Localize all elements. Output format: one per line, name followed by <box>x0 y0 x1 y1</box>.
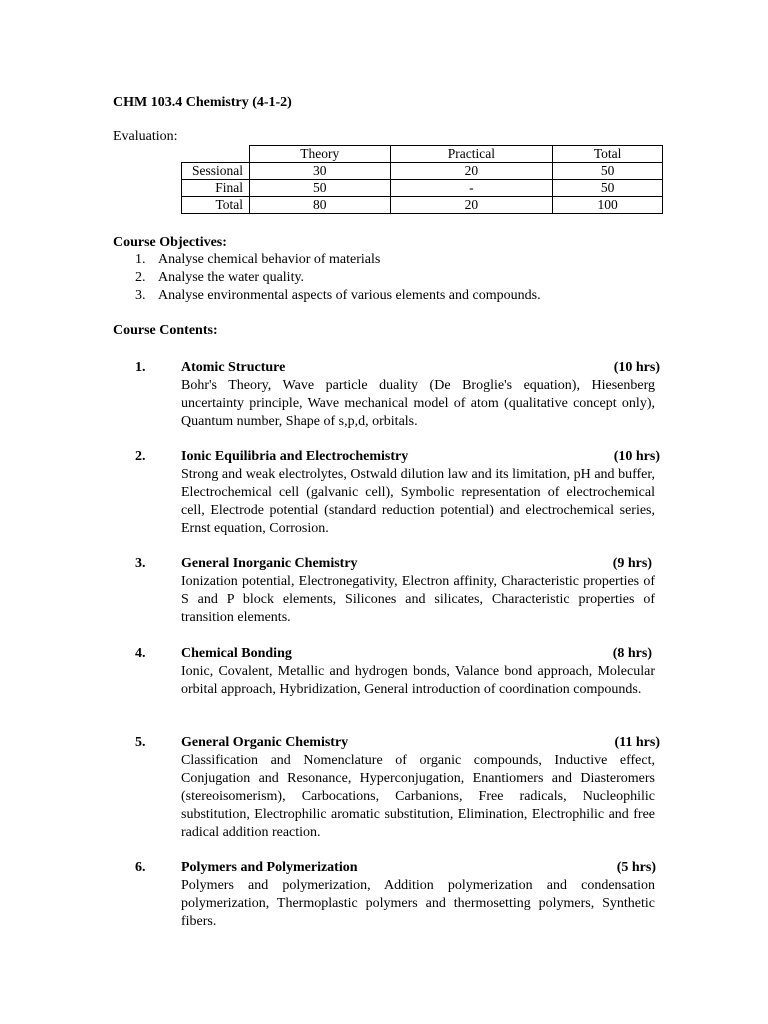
section-body: Ionic, Covalent, Metallic and hydrogen bonds, Valance bond approach, Molecular orbital approach, Hybridization, General introduction of coordination compounds. <box>181 664 655 697</box>
section-number: 6. <box>135 860 146 875</box>
section-body: Polymers and polymerization, Addition polymerization and condensation polymerization, Thermoplastic polymers and thermosetting polymers, Synthetic fibers. <box>181 878 655 929</box>
section-number: 5. <box>135 735 146 750</box>
list-item <box>135 251 541 269</box>
list-text: Analyse chemical behavior of materials <box>158 252 381 267</box>
list-number: 3. <box>135 288 146 303</box>
contents-heading: Course Contents: <box>113 323 218 338</box>
row-label: Total <box>182 197 250 214</box>
table-cell: 50 <box>553 180 663 197</box>
section-hours: (9 hrs) <box>612 556 652 571</box>
section-body: Bohr's Theory, Wave particle duality (De Broglie's equation), Hiesenberg uncertainty principle, Wave mechanical model of atom (qualitative concept only), Quantum number, Shape of s,p,d, orbitals. <box>181 378 655 429</box>
section-title: General Organic Chemistry <box>181 735 349 750</box>
table-cell: - <box>390 180 553 197</box>
section-number: 1. <box>135 360 146 375</box>
section-body: Classification and Nomenclature of organic compounds, Inductive effect, Conjugation and Resonance, Hyperconjugation, Enantiomers and Diasteromers (stereoisomerism), Carbocations, Carbanions, Free radicals, Nucleophilic substitution, Electrophilic aromatic substitution, Elimination, Electrophilic and free radical addition reaction. <box>181 753 655 840</box>
list-text: Analyse the water quality. <box>158 270 305 285</box>
objectives-heading: Course Objectives: <box>113 235 227 250</box>
row-label: Sessional <box>182 163 250 180</box>
list-number: 1. <box>135 252 146 267</box>
section-hours: (5 hrs) <box>616 860 656 875</box>
section-number: 2. <box>135 449 146 464</box>
list-text: Analyse environmental aspects of various elements and compounds. <box>158 288 541 303</box>
section-hours: (11 hrs) <box>614 735 660 750</box>
table-cell: 20 <box>390 197 553 214</box>
list-item <box>135 269 541 287</box>
section-title: Polymers and Polymerization <box>181 860 358 875</box>
section-hours: (8 hrs) <box>612 646 652 661</box>
table-cell: 50 <box>250 180 391 197</box>
evaluation-table <box>181 145 663 214</box>
section-title: Ionic Equilibria and Electrochemistry <box>181 449 409 464</box>
objectives-list <box>135 251 541 305</box>
section-hours: (10 hrs) <box>613 449 660 464</box>
section-number: 3. <box>135 556 146 571</box>
course-title: CHM 103.4 Chemistry (4-1-2) <box>113 95 292 110</box>
table-cell: 80 <box>250 197 391 214</box>
section-title: Atomic Structure <box>181 360 286 375</box>
table-row <box>182 163 663 180</box>
column-header-practical: Practical <box>390 146 553 163</box>
section-hours: (10 hrs) <box>613 360 660 375</box>
section-body: Strong and weak electrolytes, Ostwald dilution law and its limitation, pH and buffer, Electrochemical cell (galvanic cell), Symbolic representation of electrochemical cell, Electrode potential (standard reduction potential) and electrochemical series, Ernst equation, Corrosion. <box>181 467 655 536</box>
table-header-row <box>182 146 663 163</box>
section-title: Chemical Bonding <box>181 646 292 661</box>
section-number: 4. <box>135 646 146 661</box>
table-cell: 20 <box>390 163 553 180</box>
section-title: General Inorganic Chemistry <box>181 556 358 571</box>
table-cell: 30 <box>250 163 391 180</box>
column-header-total: Total <box>553 146 663 163</box>
list-number: 2. <box>135 270 146 285</box>
evaluation-label: Evaluation: <box>113 129 178 144</box>
table-cell: 50 <box>553 163 663 180</box>
row-label: Final <box>182 180 250 197</box>
list-item <box>135 287 541 305</box>
table-cell: 100 <box>553 197 663 214</box>
column-header-theory: Theory <box>250 146 391 163</box>
section-body: Ionization potential, Electronegativity, Electron affinity, Characteristic properties of S and P block elements, Silicones and silicates, Characteristic properties of transition elements. <box>181 574 655 625</box>
table-row <box>182 197 663 214</box>
table-corner-cell <box>182 146 250 163</box>
table-row <box>182 180 663 197</box>
